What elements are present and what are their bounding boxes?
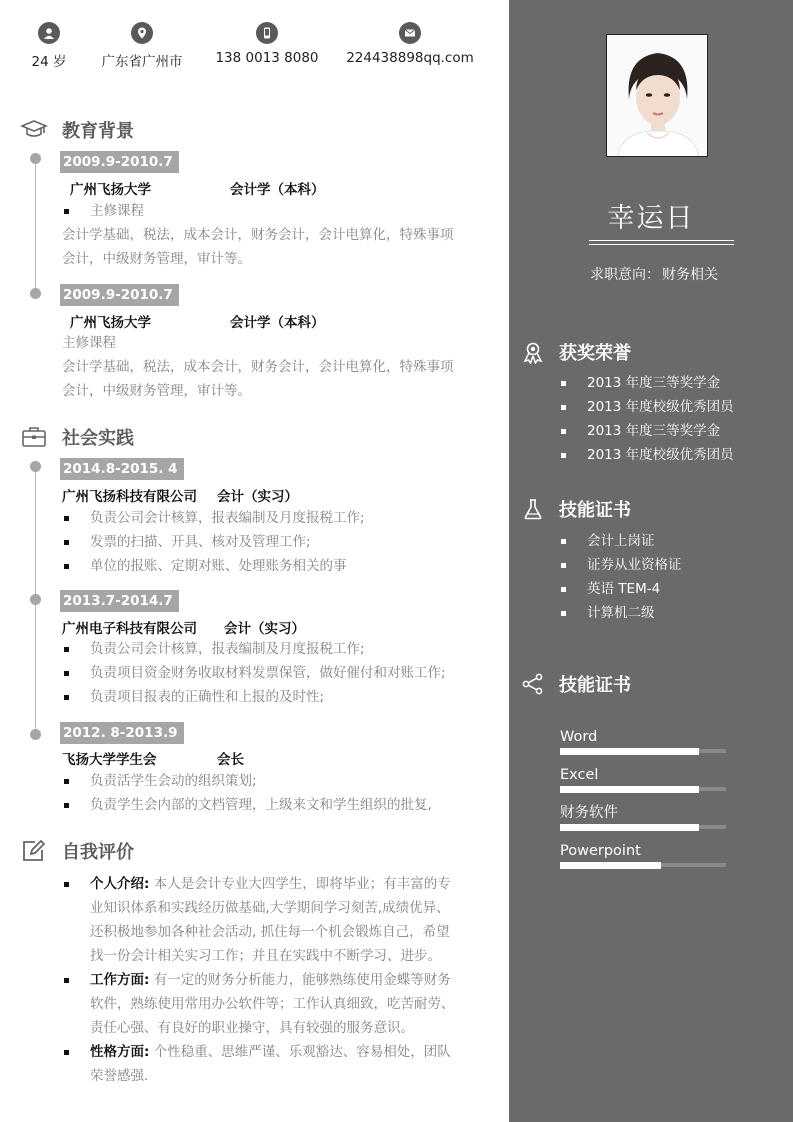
practice-date: 2012. 8-2013.9: [60, 722, 184, 744]
course-text-line: 会计，中级财务管理，审计等。: [62, 383, 251, 399]
mail-icon: [399, 22, 421, 44]
award-medal-icon: [521, 340, 545, 364]
certs-title: 技能证书: [559, 500, 631, 521]
self-eval-line: 有一定的财务分析能力，能够熟练使用金蝶等财务: [149, 972, 451, 988]
education-timeline: [35, 158, 36, 293]
role-name: 会计（实习）: [217, 489, 298, 505]
self-eval-line: 业知识体系和实践经历做基础,大学期间学习刻苦,成绩优异、: [90, 900, 450, 916]
candidate-name: 幸运日: [607, 203, 695, 234]
org-name: 广州飞扬科技有限公司: [62, 489, 197, 505]
awards-list: [559, 371, 734, 467]
skill-level-fill: [560, 862, 661, 869]
timeline-dot: [30, 153, 41, 164]
self-eval-line: 荣誉感强.: [90, 1068, 149, 1084]
name-divider: [589, 240, 734, 241]
self-eval-personality: [62, 1040, 472, 1088]
timeline-dot: [30, 461, 41, 472]
skill-level-bar: [560, 863, 726, 867]
cert-item: 英语 TEM-4: [559, 577, 682, 601]
skill-level-fill: [560, 824, 699, 831]
phone-text: 138 0013 8080: [215, 50, 319, 66]
contact-age: [28, 22, 70, 70]
skill-item: [560, 765, 726, 791]
skill-name: Excel: [560, 767, 599, 783]
duty-item: 负责活学生会动的组织策划;: [62, 769, 257, 793]
skill-level-bar: [560, 749, 726, 753]
location-text: 广东省广州市: [101, 54, 183, 70]
sidebar: [509, 0, 793, 1122]
self-eval-label: 性格方面:: [90, 1044, 150, 1060]
education-heading: [20, 117, 134, 143]
job-intent-label: 求职意向：: [590, 267, 660, 283]
self-eval-line: 找一份会计相关实习工作；并且在实践中不断学习、进步。: [90, 948, 441, 964]
contact-phone: [212, 22, 322, 66]
course-label: 主修课程: [62, 199, 144, 223]
edit-icon: [20, 838, 48, 864]
cert-item: 会计上岗证: [559, 529, 682, 553]
timeline-dot: [30, 729, 41, 740]
flask-icon: [521, 497, 545, 521]
role-name: 会长: [217, 752, 244, 768]
job-intent-value: 财务相关: [662, 267, 718, 283]
certs-list: [559, 529, 682, 625]
practice-date: 2013.7-2014.7: [60, 590, 179, 612]
duty-item: 负责公司会计核算，报表编制及月度报税工作;: [62, 637, 365, 661]
course-text-line: 会计，中级财务管理，审计等。: [62, 251, 251, 267]
self-eval-label: 个人介绍:: [90, 876, 150, 892]
certs-heading: [521, 496, 631, 522]
duty-item: 负责公司会计核算，报表编制及月度报税工作;: [62, 506, 365, 530]
duty-item: 发票的扫描、开具、核对及管理工作;: [62, 530, 311, 554]
practice-date: 2014.8-2015. 4: [60, 458, 184, 480]
self-eval-intro: [62, 872, 472, 968]
practice-heading: [20, 424, 134, 450]
age-text: 24 岁: [31, 54, 67, 70]
duty-item: 负责项目报表的正确性和上报的及时性;: [62, 685, 324, 709]
course-label: 主修课程: [62, 335, 116, 351]
timeline-dot: [30, 288, 41, 299]
award-item: 2013 年度三等奖学金: [559, 371, 734, 395]
name-divider: [589, 244, 734, 245]
self-eval-line: 本人是会计专业大四学生，即将毕业；有丰富的专: [149, 876, 451, 892]
education-title: 教育背景: [62, 121, 134, 142]
school-name: 广州飞扬大学: [70, 315, 151, 331]
self-eval-line: 软件，熟练使用常用办公软件等；工作认真细致，吃苦耐劳、: [90, 996, 455, 1012]
duty-item: 单位的报账、定期对账、处理账务相关的事: [62, 554, 347, 578]
skill-item: [560, 803, 726, 829]
location-pin-icon: [131, 22, 153, 44]
duty-item: 负责学生会内部的文档管理，上级来文和学生组织的批复,: [62, 793, 432, 817]
skill-level-bar: [560, 787, 726, 791]
phone-icon: [256, 22, 278, 44]
skill-level-fill: [560, 748, 699, 755]
skills-heading: [521, 671, 631, 697]
self-eval-line: 还积极地参加各种社会活动, 抓住每一个机会锻炼自己，希望: [90, 924, 450, 940]
major-name: 会计学（本科）: [230, 315, 325, 331]
duty-item: 负责项目资金财务收取材料发票保管，做好催付和对账工作;: [62, 661, 446, 685]
awards-heading: [521, 339, 631, 365]
major-name: 会计学（本科）: [230, 182, 325, 198]
email-text: 224438898qq.com: [346, 50, 474, 66]
graduation-cap-icon: [20, 117, 48, 143]
org-name: 广州电子科技有限公司: [62, 621, 197, 637]
skill-level-fill: [560, 786, 699, 793]
skills-title: 技能证书: [559, 675, 631, 696]
school-name: 广州飞扬大学: [70, 182, 151, 198]
award-item: 2013 年度三等奖学金: [559, 419, 734, 443]
award-item: 2013 年度校级优秀团员: [559, 395, 734, 419]
practice-title: 社会实践: [62, 428, 134, 449]
skill-item: [560, 727, 726, 753]
contact-location: [96, 22, 188, 70]
skill-name: 财务软件: [560, 805, 618, 821]
skill-name: Word: [560, 729, 598, 745]
self-eval-line: 个性稳重、思维严谨、乐观豁达、容易相处，团队: [149, 1044, 451, 1060]
course-text-line: 会计学基础，税法，成本会计，财务会计，会计电算化，特殊事项: [62, 227, 454, 243]
cert-item: 计算机二级: [559, 601, 682, 625]
user-icon: [38, 22, 60, 44]
self-eval-label: 工作方面:: [90, 972, 150, 988]
skill-level-bar: [560, 825, 726, 829]
role-name: 会计（实习）: [224, 621, 305, 637]
self-eval-heading: [20, 838, 134, 864]
briefcase-icon: [20, 424, 48, 450]
self-eval-title: 自我评价: [62, 842, 134, 863]
skill-name: Powerpoint: [560, 843, 641, 859]
org-name: 飞扬大学学生会: [62, 752, 157, 768]
profile-photo: [606, 34, 708, 157]
job-intent: [509, 264, 793, 284]
education-date: 2009.9-2010.7: [60, 284, 179, 306]
timeline-dot: [30, 594, 41, 605]
education-date: 2009.9-2010.7: [60, 151, 179, 173]
share-icon: [521, 672, 545, 696]
self-eval-work: [62, 968, 472, 1040]
skill-item: [560, 841, 726, 867]
self-eval-line: 责任心强、有良好的职业操守，具有较强的服务意识。: [90, 1020, 414, 1036]
award-item: 2013 年度校级优秀团员: [559, 443, 734, 467]
cert-item: 证券从业资格证: [559, 553, 682, 577]
contact-email: [346, 22, 474, 66]
course-text-line: 会计学基础，税法，成本会计，财务会计，会计电算化，特殊事项: [62, 359, 454, 375]
awards-title: 获奖荣誉: [559, 343, 631, 364]
